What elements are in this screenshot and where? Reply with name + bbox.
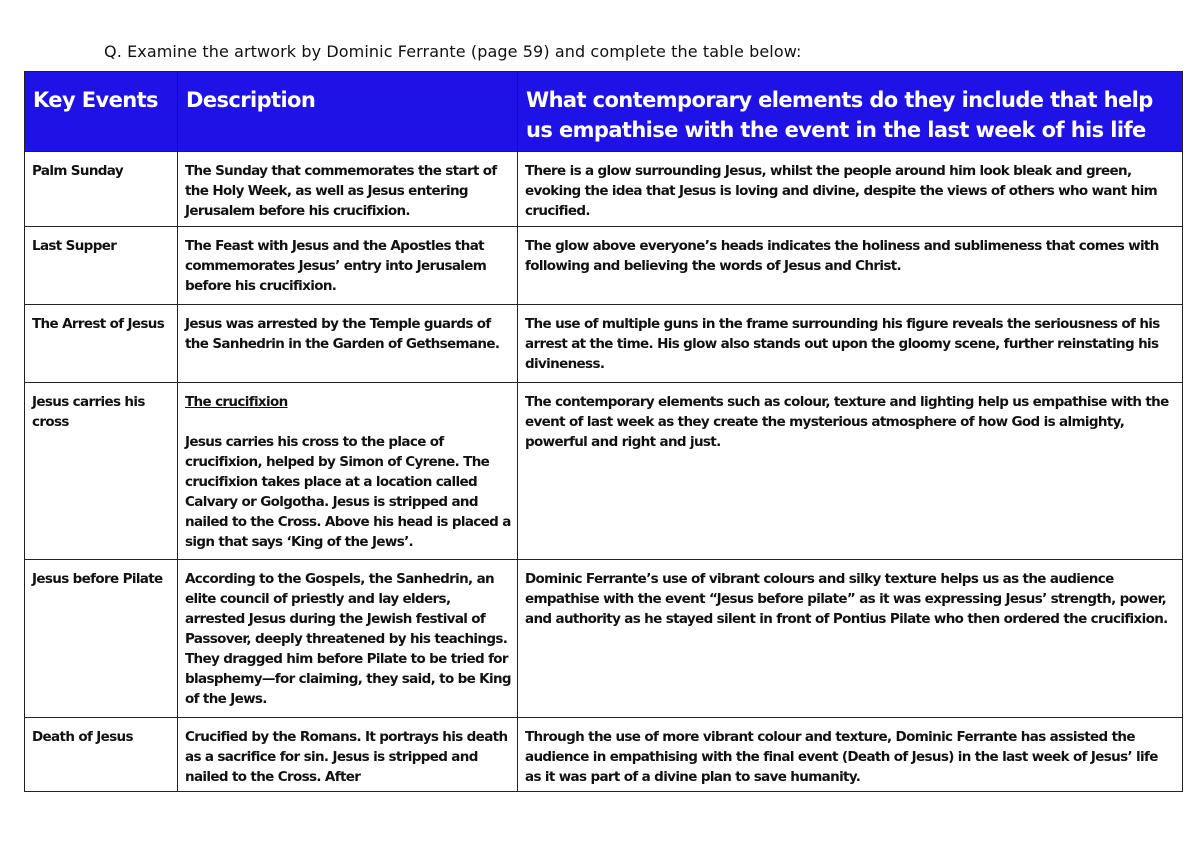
event-elements: There is a glow surrounding Jesus, whilst the people around him look bleak and green, evoking the idea that Jesus is loving and divine, despite the views of others who want him crucified.: [518, 152, 1183, 227]
table-row: [25, 227, 1183, 305]
event-name: Jesus carries his cross: [25, 383, 178, 560]
header-key-events: Key Events: [25, 72, 178, 152]
event-description: [178, 383, 518, 560]
description-heading: The crucifixion: [185, 394, 288, 410]
event-elements: Dominic Ferrante’s use of vibrant colours and silky texture helps us as the audience empathise with the event “Jesus before pilate” as it was expressing Jesus’ strength, power, and authority as he stayed silent in front of Pontius Pilate who then ordered the crucifixion.: [518, 560, 1183, 718]
table-row: [25, 152, 1183, 227]
spacer: [185, 412, 511, 432]
event-elements: The contemporary elements such as colour, texture and lighting help us empathise with the event of last week as they create the mysterious atmosphere of how God is almighty, powerful and right and just.: [518, 383, 1183, 560]
event-description: Crucified by the Romans. It portrays his death as a sacrifice for sin. Jesus is stripped and nailed to the Cross. After: [178, 718, 518, 792]
event-name: Death of Jesus: [25, 718, 178, 792]
event-name: Jesus before Pilate: [25, 560, 178, 718]
event-description: According to the Gospels, the Sanhedrin, an elite council of priestly and lay elders, arrested Jesus during the Jewish festival of Passover, deeply threatened by his teachings. They dragged him before Pilate to be tried for blasphemy—for claiming, they said, to be King of the Jews.: [178, 560, 518, 718]
table-row: [25, 560, 1183, 718]
event-elements: The glow above everyone’s heads indicates the holiness and sublimeness that comes with following and believing the words of Jesus and Christ.: [518, 227, 1183, 305]
key-events-table: [24, 71, 1183, 792]
question-prompt: Q. Examine the artwork by Dominic Ferrante (page 59) and complete the table below:: [104, 42, 802, 61]
event-description: Jesus was arrested by the Temple guards of the Sanhedrin in the Garden of Gethsemane.: [178, 305, 518, 383]
event-name: The Arrest of Jesus: [25, 305, 178, 383]
header-contemporary-elements: What contemporary elements do they include that help us empathise with the event in the last week of his life: [518, 72, 1183, 152]
header-description: Description: [178, 72, 518, 152]
event-elements: The use of multiple guns in the frame surrounding his figure reveals the seriousness of his arrest at the time. His glow also stands out upon the gloomy scene, further reinstating his divineness.: [518, 305, 1183, 383]
table-row: [25, 383, 1183, 560]
event-elements: Through the use of more vibrant colour and texture, Dominic Ferrante has assisted the audience in empathising with the final event (Death of Jesus) in the last week of Jesus’ life as it was part of a divine plan to save humanity.: [518, 718, 1183, 792]
table-row: [25, 718, 1183, 792]
event-description: The Sunday that commemorates the start of the Holy Week, as well as Jesus entering Jerusalem before his crucifixion.: [178, 152, 518, 227]
event-name: Palm Sunday: [25, 152, 178, 227]
event-name: Last Supper: [25, 227, 178, 305]
description-body: Jesus carries his cross to the place of crucifixion, helped by Simon of Cyrene. The crucifixion takes place at a location called Calvary or Golgotha. Jesus is stripped and nailed to the Cross. Above his head is placed a sign that says ‘King of the Jews’.: [185, 434, 511, 550]
table-row: [25, 305, 1183, 383]
table-header-row: [25, 72, 1183, 152]
event-description: The Feast with Jesus and the Apostles that commemorates Jesus’ entry into Jerusalem before his crucifixion.: [178, 227, 518, 305]
